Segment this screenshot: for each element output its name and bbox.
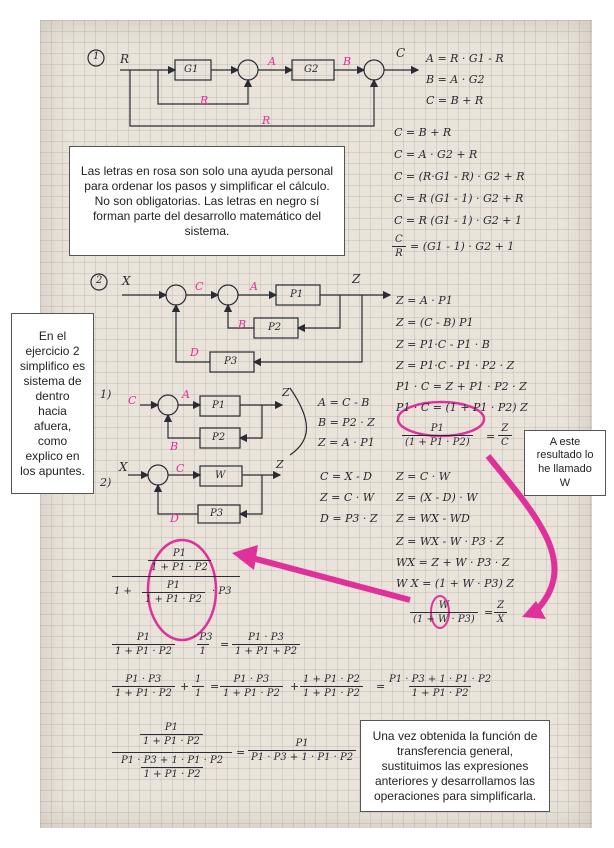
sub2-step-1: Z = C · W xyxy=(396,470,451,483)
sub2-step-5: WX = Z + W · P3 · Z xyxy=(396,556,510,569)
ex2-block-p1-label: P1 xyxy=(290,289,304,300)
ex1-def-c: C = B + R xyxy=(426,94,484,107)
ex2-step-4: Z = P1·C - P1 · P2 · Z xyxy=(396,359,515,372)
l2-fraction-d: $\frac{1 + P1 \cdot P2}{1 + P1 \cdot P2}$ xyxy=(300,674,363,699)
ex1-number: 1 xyxy=(93,51,100,62)
l2-fraction-b: $\frac{1}{1}$ xyxy=(192,674,204,699)
sub2-def-1: C = X - D xyxy=(320,470,372,483)
ex2-input: X xyxy=(122,274,131,288)
sub2-block-w-label: W xyxy=(215,470,226,481)
ex2-step-5: P1 · C = Z + P1 · P2 · Z xyxy=(396,380,527,393)
ex2-w-equals: = xyxy=(486,430,496,443)
sub1-def-2: B = P2 · Z xyxy=(318,416,375,429)
l2-fraction-a: $\frac{P1 \cdot P3}{1 + P1 \cdot P2}$ xyxy=(112,674,175,699)
ex2-w-fraction: $\frac{P1}{(1 + P1 \cdot P2)}$ xyxy=(402,423,473,448)
ex1-final-rhs: = (G1 - 1) · G2 + 1 xyxy=(410,240,515,253)
big-top-fraction: $\frac{P1}{1 + P1 \cdot P2}$ xyxy=(148,548,211,573)
big-main-fraction-line xyxy=(112,576,240,577)
sub2-final-rhs-fraction: $\frac{Z}{X}$ xyxy=(494,600,507,625)
l2-equals-2: = xyxy=(376,680,386,693)
ex1-summing-junction-1 xyxy=(238,60,258,80)
ex2-block-p3-label: P3 xyxy=(224,356,238,367)
l3-main-fraction-line xyxy=(112,752,232,753)
ex1-block2-label: G2 xyxy=(304,64,319,75)
sub2-final-fraction: $\frac{W}{(1 + W \cdot P3)}$ xyxy=(410,600,478,625)
ex1-step-5: C = R (G1 - 1) · G2 + 1 xyxy=(394,214,522,227)
ex1-step-3: C = (R·G1 - R) · G2 + R xyxy=(394,170,525,183)
ex1-summing-junction-2 xyxy=(364,60,384,80)
ex2-summing-junction-2 xyxy=(218,285,238,305)
sub2-block-p3-label: P3 xyxy=(210,508,224,519)
note-w-result: A este resultado lo he llamado W xyxy=(524,430,606,496)
ex1-input: R xyxy=(120,52,130,66)
l1-fraction-c: $\frac{P1 \cdot P3}{1 + P1 + P2}$ xyxy=(232,632,300,657)
ex2-output: Z xyxy=(352,272,361,286)
ex1-output: C xyxy=(396,46,406,60)
l3-result-fraction: $\frac{P1}{P1 \cdot P3 + 1 \cdot P1 \cdot P2}$ xyxy=(248,738,356,763)
sub2-final-equals: = xyxy=(484,606,494,619)
sub2-def-3: D = P3 · Z xyxy=(320,512,378,525)
ex2-number: 2 xyxy=(96,275,103,286)
l3-equals: = xyxy=(236,746,246,759)
l2-plus-1: + xyxy=(180,680,190,693)
l1-fraction-a: $\frac{P1}{1 + P1 \cdot P2}$ xyxy=(112,632,175,657)
sub2-pink-d: D xyxy=(170,512,179,525)
sub2-step-2: Z = (X - D) · W xyxy=(396,491,478,504)
sub1-block-p1-label: P1 xyxy=(212,400,226,411)
ex2-step-3: Z = P1·C - P1 · B xyxy=(396,338,490,351)
ex2-pink-a: A xyxy=(250,280,258,293)
ex1-step-2: C = A · G2 + R xyxy=(394,148,478,161)
big-mid-fraction: $\frac{P1}{1 + P1 \cdot P2}$ xyxy=(142,580,205,605)
ex2-step-2: Z = (C - B) P1 xyxy=(396,316,474,329)
l1-fraction-b: $\frac{\cdot P3}{1}$ xyxy=(193,632,213,657)
sub1-output: Z xyxy=(282,386,290,399)
ex2-w-rhs-fraction: $\frac{Z}{C}$ xyxy=(498,423,512,448)
sub1-label: 1) xyxy=(100,388,112,401)
sub2-input: X xyxy=(119,460,128,474)
sub1-def-1: A = C - B xyxy=(318,396,370,409)
l2-fraction-c: $\frac{P1 \cdot P3}{1 + P1 \cdot P2}$ xyxy=(220,674,283,699)
l1-equals: = xyxy=(220,638,230,651)
sub1-pink-a: A xyxy=(182,388,190,401)
pink-arrow-to-formula xyxy=(252,558,410,600)
sub1-block-p2-label: P2 xyxy=(212,432,226,443)
l3-top-fraction: $\frac{P1}{1 + P1 \cdot P2}$ xyxy=(140,722,203,747)
sub2-step-4: Z = WX - W · P3 · Z xyxy=(396,535,505,548)
ex2-step-1: Z = A · P1 xyxy=(396,294,453,307)
l2-fraction-e: $\frac{P1 \cdot P3 + 1 \cdot P1 \cdot P2}{1 + P1 \cdot P2}$ xyxy=(389,674,492,699)
sub2-output: Z xyxy=(276,458,284,471)
sub1-pink-b: B xyxy=(170,440,179,453)
big-p3: · P3 xyxy=(212,586,232,597)
ex1-def-a: A = R · G1 - R xyxy=(426,52,504,65)
ex2-pink-c: C xyxy=(195,280,204,293)
ex2-pink-b: B xyxy=(238,318,247,331)
sub2-pink-c: C xyxy=(176,462,185,475)
l2-plus-2: + xyxy=(290,680,300,693)
ex2-pink-d: D xyxy=(190,346,199,359)
note-inside-out: En el ejercicio 2 simplifico es sistema de dentro hacia afuera, como explico en los apuntes. xyxy=(11,313,94,494)
ex2-block-p2-label: P2 xyxy=(268,322,282,333)
ex1-step-4: C = R (G1 - 1) · G2 + R xyxy=(394,192,524,205)
ex1-final-fraction: $\frac{C}{R}$ xyxy=(392,234,406,259)
ex1-pink-a: A xyxy=(268,55,276,68)
ex1-pink-b: B xyxy=(343,55,352,68)
big-lhs: 1 + xyxy=(114,586,132,597)
note-substitute: Una vez obtenida la función de transferencia general, sustituimos las expresiones anteriores y desarrollamos las operaciones para simplificarla. xyxy=(360,720,550,812)
ex2-step-6: P1 · C = (1 + P1 · P2) Z xyxy=(396,401,528,414)
ex1-block1-label: G1 xyxy=(184,64,199,75)
sub2-block-diagram xyxy=(128,465,280,523)
sub2-step-6: W X = (1 + W · P3) Z xyxy=(396,577,514,590)
sub2-step-3: Z = WX - WD xyxy=(396,512,470,525)
ex1-block-diagram xyxy=(88,50,418,126)
l3-bottom-fraction: $\frac{P1 \cdot P3 + 1 \cdot P1 \cdot P2}{1 + P1 \cdot P2}$ xyxy=(121,755,224,780)
ex2-summing-junction-1 xyxy=(166,285,186,305)
sub1-pink-c: C xyxy=(128,394,137,407)
sub1-def-3: Z = A · P1 xyxy=(318,436,375,449)
sub2-def-2: Z = C · W xyxy=(320,491,375,504)
sub2-label: 2) xyxy=(100,476,112,489)
l2-equals-1: = xyxy=(210,680,220,693)
note-pink-letters: Las letras en rosa son solo una ayuda personal para ordenar los pasos y simplificar el cálculo. No son obligatorias. Las letras en negro sí forman parte del desarrollo matemático del sistema. xyxy=(69,146,345,256)
ex1-step-1: C = B + R xyxy=(394,126,452,139)
ex1-def-b: B = A · G2 xyxy=(426,73,485,86)
ex1-pink-r1: R xyxy=(200,94,209,107)
ex1-pink-r2: R xyxy=(262,114,271,127)
